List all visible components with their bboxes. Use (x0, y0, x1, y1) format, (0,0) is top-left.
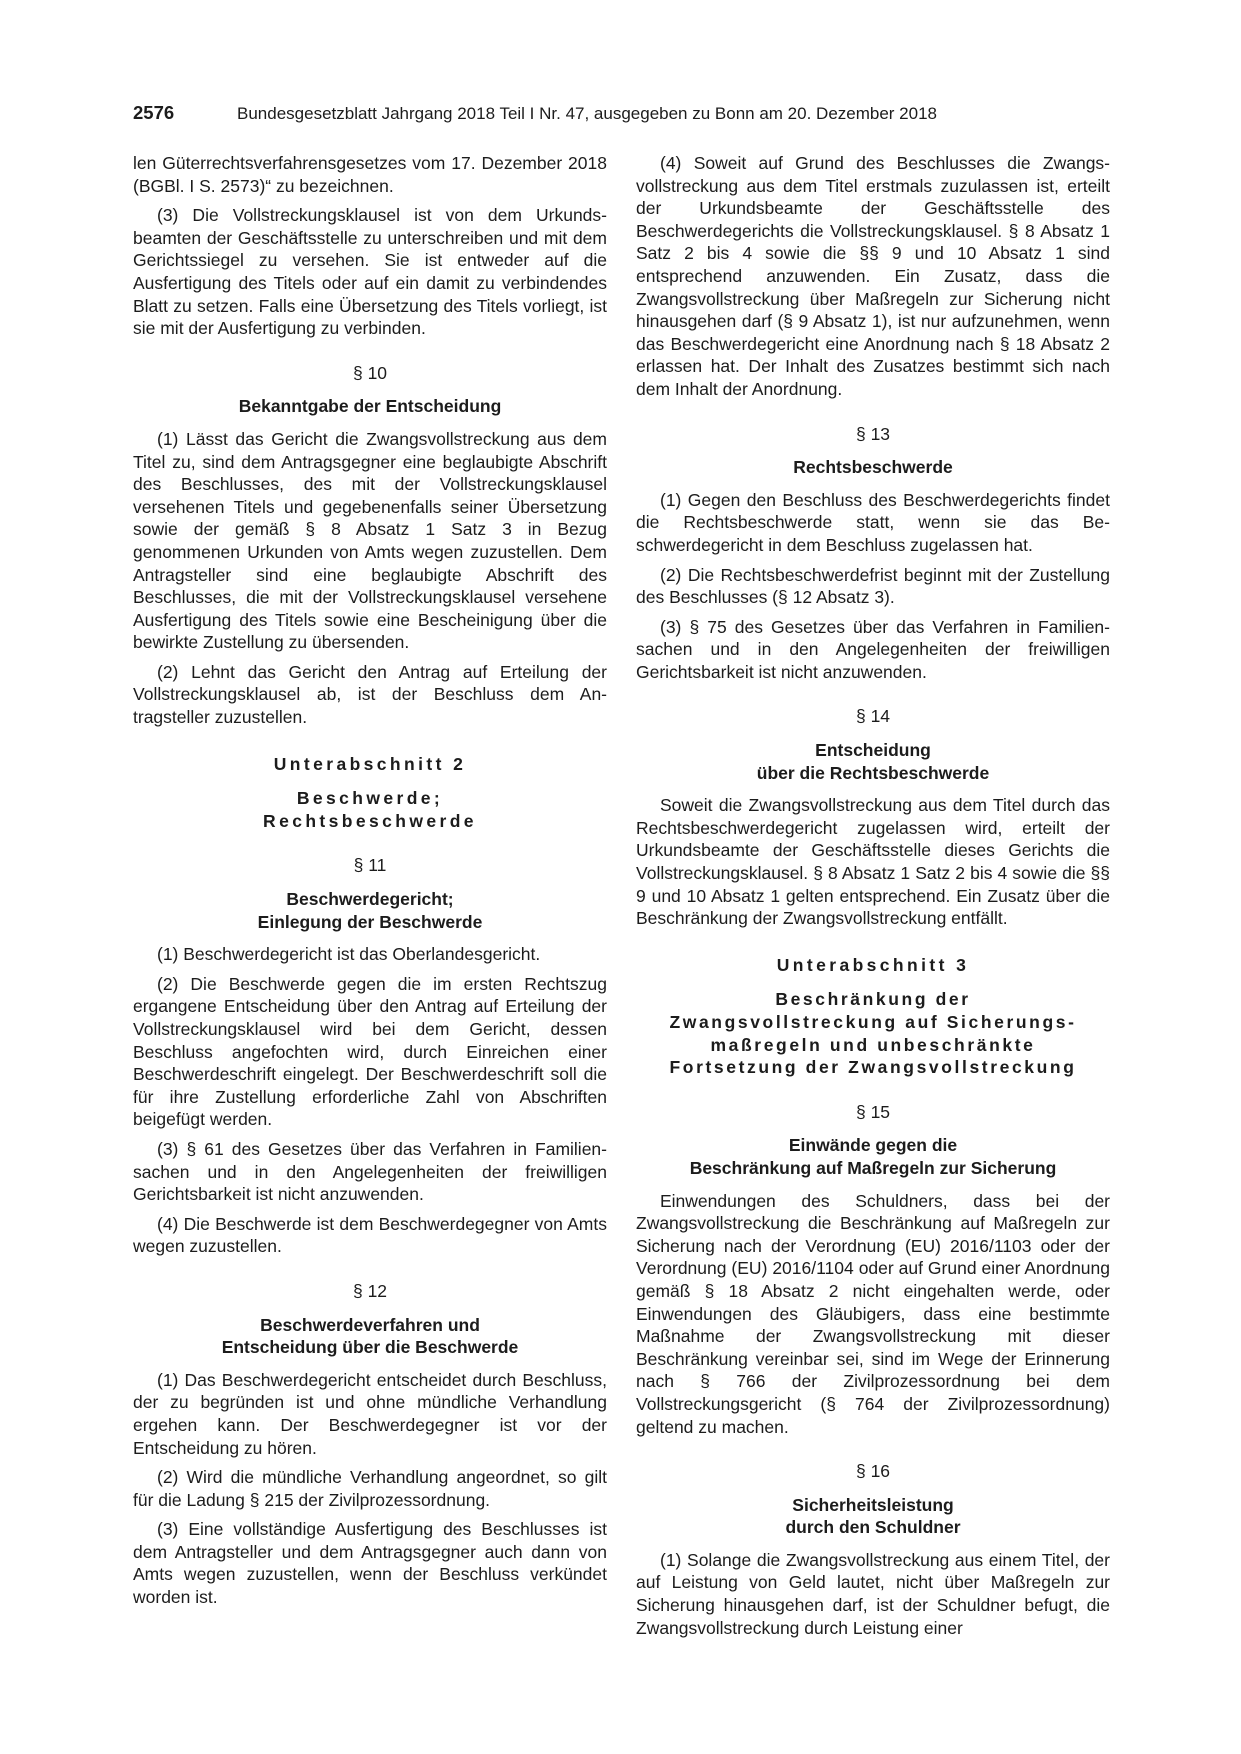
section-title: Bekanntgabe der Entscheidung (238, 396, 502, 417)
paragraph: (1) Gegen den Beschluss des Beschwerdegerichts findet die Rechtsbeschwerde statt, wenn sie das Beschwerdegericht in dem Beschluss zugelassen hat. (636, 489, 1110, 555)
paragraph: (3) Die Vollstreckungsklausel ist von dem Urkundsbeamten der Geschäftsstelle zu unterschreiben und mit dem Gerichtssiegel zu versehen. Sie ist entweder auf die Ausfertigung des Titels oder auf ein damit zu verbindendes Blatt zu setzen. Falls eine Übersetzung des Titels vorliegt, ist sie mit der Ausfertigung zu verbinden. (133, 205, 607, 339)
subsection-title-line: Fortsetzung der Zwangsvollstreckung (669, 1057, 1077, 1078)
section-title (636, 739, 1110, 784)
paragraph: (3) Eine vollständige Ausfertigung des Beschlusses ist dem Antragsteller und dem Antragsgegner auch dann von Amts wegen zuzustellen, wenn der Beschluss verkündet worden ist. (133, 1519, 607, 1608)
section-title-line: Sicherheitsleistung (792, 1494, 954, 1515)
section-title-line: Beschwerdegericht; (286, 889, 454, 910)
subsection-title-line: maßregeln und unbeschränkte (710, 1034, 1036, 1055)
section-title (133, 888, 607, 933)
section-number: § 15 (855, 1101, 891, 1122)
subsection-title-line: Beschwerde; (296, 788, 444, 809)
section-title-line: Beschwerdeverfahren und (260, 1314, 480, 1335)
section-title-line: Einlegung der Beschwerde (257, 911, 483, 932)
section-title-line: Beschränkung auf Maßregeln zur Sicherung (689, 1157, 1057, 1178)
section-title (636, 1134, 1110, 1179)
section-number: § 13 (855, 423, 891, 444)
paragraph: (4) Die Beschwerde ist dem Beschwerdegegner von Amts wegen zuzustellen. (133, 1213, 607, 1257)
paragraph: (1) Solange die Zwangsvollstreckung aus einem Titel, der auf Leistung von Geld lautet, nicht über Maßregeln zur Sicherung hinausgehen darf, ist der Schuldner befugt, die Zwangsvollstreckung durch Leistung einer (636, 1549, 1110, 1638)
paragraph: (3) § 61 des Gesetzes über das Verfahren in Familiensachen und in den Angelegenheiten der freiwilligen Gerichtsbarkeit ist nicht anzuwenden. (133, 1138, 607, 1205)
paragraph: len Güterrechtsverfahrensgesetzes vom 17. Dezember 2018 (BGBl. I S. 2573)“ zu bezeichnen. (133, 153, 607, 196)
paragraph: (4) Soweit auf Grund des Beschlusses die Zwangsvollstreckung aus dem Titel erstmals zuzulassen ist, erteilt der Urkundsbeamte der Geschäftsstelle des Beschwerdegerichts die Vollstreckungsklausel. § 8 Absatz 1 Satz 2 bis 4 sowie die §§ 9 und 10 Absatz 1 sind entsprechend anzuwenden. Ein Zusatz, dass die Zwangsvollstreckung über Maßregeln zur Sicherung nicht hinausgehen darf (§ 9 Absatz 1), ist nur aufzunehmen, wenn das Beschwerdegericht eine Anordnung nach § 18 Absatz 2 erlassen hat. Der Inhalt des Zusatzes bestimmt sich nach dem Inhalt der Anordnung. (636, 153, 1110, 399)
subsection-title-line: Rechtsbeschwerde (263, 810, 477, 831)
paragraph: (1) Lässt das Gericht die Zwangsvollstreckung aus dem Titel zu, sind dem Antragsgegner eine beglaubigte Abschrift des Beschlusses, des mit der Vollstreckungsklausel versehenen Titels und gegebenenfalls seiner Übersetzung sowie der gemäß § 8 Absatz 1 Satz 3 in Bezug genommenen Urkunden von Amts wegen zuzustellen. Dem Antragsteller sind eine beglaubigte Abschrift des Beschlusses, die mit der Vollstreckungsklausel versehene Ausfertigung des Titels sowie eine Bescheinigung über die bewirkte Zustellung zu übersenden. (133, 428, 607, 653)
section-title-line: Einwände gegen die (788, 1135, 958, 1156)
section-title-line: über die Rechtsbeschwerde (756, 762, 990, 783)
paragraph: Soweit die Zwangsvollstreckung aus dem Titel durch das Rechtsbeschwerdegericht zugelassen wird, erteilt der Urkundsbeamte der Geschäftsstelle dieses Gerichts die Vollstreckungsklausel. § 8 Absatz 1 Satz 2 bis 4 sowie die §§ 9 und 10 Absatz 1 gelten entsprechend. Ein Zusatz über die Beschränkung der Zwangsvollstreckung entfällt. (636, 795, 1110, 929)
section-number: § 14 (855, 706, 891, 727)
paragraph: (1) Beschwerdegericht ist das Oberlandesgericht. (157, 944, 541, 965)
left-column (133, 152, 607, 1616)
paragraph: (2) Wird die mündliche Verhandlung angeordnet, so gilt für die Ladung § 215 der Zivilprozessordnung. (133, 1467, 607, 1510)
section-title-line: Entscheidung über die Beschwerde (221, 1337, 519, 1358)
section-number: § 16 (855, 1461, 891, 1482)
section-number: § 11 (353, 855, 387, 876)
header-title: Bundesgesetzblatt Jahrgang 2018 Teil I Nr. 47, ausgegeben zu Bonn am 20. Dezember 2018 (237, 104, 937, 123)
subsection-label: Unterabschnitt 2 (273, 753, 467, 774)
subsection-title (133, 787, 607, 832)
section-title-line: durch den Schuldner (785, 1517, 961, 1538)
paragraph: (2) Die Beschwerde gegen die im ersten Rechtszug ergangene Entscheidung über den Antrag auf Erteilung der Vollstreckungsklausel wird bei dem Gericht, dessen Beschluss angefochten wird, durch Einreichen einer Beschwerdeschrift eingelegt. Der Beschwerdeschrift soll die für ihre Zustellung erforderliche Zahl von Abschriften beigefügt werden. (133, 973, 607, 1130)
section-title (636, 1494, 1110, 1539)
section-number: § 10 (352, 362, 388, 383)
running-header (133, 100, 1113, 126)
subsection-title-line: Zwangsvollstreckung auf Sicherungs- (669, 1012, 1077, 1032)
paragraph: (1) Das Beschwerdegericht entscheidet durch Beschluss, der zu begründen ist und ohne mündliche Verhandlung ergehen kann. Der Beschwerdegegner ist vor der Entscheidung zu hören. (133, 1369, 607, 1458)
paragraph: (3) § 75 des Gesetzes über das Verfahren in Familiensachen und in den Angelegenheiten der freiwilligen Gerichtsbarkeit ist nicht anzuwenden. (636, 616, 1110, 682)
section-title (133, 1314, 607, 1359)
subsection-label: Unterabschnitt 3 (776, 954, 970, 975)
subsection-title (636, 988, 1110, 1078)
right-column (636, 152, 1110, 1646)
subsection-title-line: Beschränkung der (775, 989, 971, 1010)
paragraph: (2) Lehnt das Gericht den Antrag auf Erteilung der Vollstreckungsklausel ab, ist der Beschluss dem Antragsteller zuzustellen. (133, 661, 607, 728)
section-number: § 12 (352, 1280, 388, 1301)
page-number: 2576 (133, 102, 175, 123)
section-title-line: Entscheidung (815, 740, 931, 761)
paragraph: Einwendungen des Schuldners, dass bei der Zwangsvollstreckung die Beschränkung auf Maßregeln zur Sicherung nach der Verordnung (EU) 2016/1103 oder der Verordnung (EU) 2016/1104 oder auf Grund einer Anordnung gemäß § 18 Absatz 2 nicht eingehalten werde, oder Einwendungen des Gläubigers, dass eine bestimmte Maßnahme der Zwangsvollstreckung mit dieser Beschränkung vereinbar sei, sind im Wege der Erinnerung nach § 766 der Zivilprozessordnung bei dem Vollstreckungsgericht (§ 764 der Zivilprozessordnung) geltend zu machen. (636, 1190, 1110, 1437)
section-title: Rechtsbeschwerde (793, 457, 953, 478)
paragraph: (2) Die Rechtsbeschwerdefrist beginnt mit der Zustellung des Beschlusses (§ 12 Absatz 3). (636, 564, 1110, 608)
